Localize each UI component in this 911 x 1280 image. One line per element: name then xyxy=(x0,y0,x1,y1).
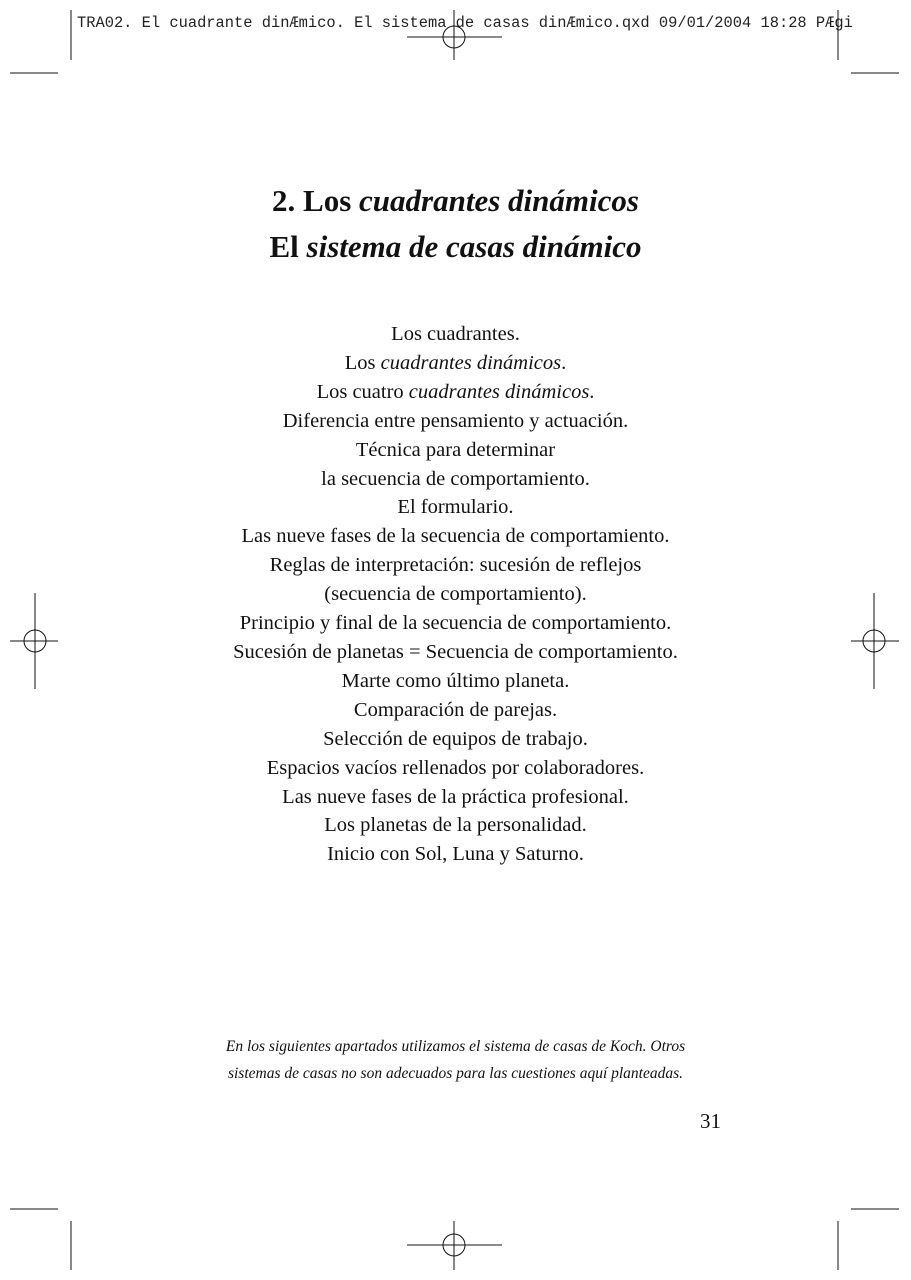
title-line-2-emphasis: sistema de casas dinámico xyxy=(306,229,642,264)
contents-item-emphasis: cuadrantes dinámicos xyxy=(380,351,562,374)
contents-item xyxy=(0,609,911,638)
contents-item xyxy=(0,407,911,436)
contents-item-text: Los xyxy=(344,351,381,374)
footnote-line-1: En los siguientes apartados utilizamos el sistema de casas de Koch. Otros xyxy=(225,1038,686,1055)
page-number: 31 xyxy=(700,1109,721,1133)
contents-item-emphasis: cuadrantes dinámicos xyxy=(408,380,590,403)
registration-mark-bottom xyxy=(407,1221,502,1270)
contents-item-text: Reglas de interpretación: sucesión de reflejos xyxy=(269,554,642,577)
contents-item-text: la secuencia de comportamiento. xyxy=(321,467,590,490)
contents-item-text: Técnica para determinar xyxy=(355,438,556,461)
contents-item xyxy=(0,580,911,609)
footnote-line-2: sistemas de casas no son adecuados para las cuestiones aquí planteadas. xyxy=(227,1065,684,1082)
slug-time: 18:28 xyxy=(760,14,807,32)
contents-item xyxy=(0,725,911,754)
contents-item-suffix: . xyxy=(589,380,595,403)
contents-item-text: Los cuadrantes. xyxy=(391,323,520,345)
chapter-contents-list xyxy=(0,320,911,869)
contents-item-text: Sucesión de planetas = Secuencia de comportamiento. xyxy=(233,640,678,663)
contents-item xyxy=(0,811,911,840)
contents-item-text: Marte como último planeta. xyxy=(341,669,570,692)
contents-item xyxy=(0,493,911,522)
contents-item xyxy=(0,349,911,378)
contents-item-text: Selección de equipos de trabajo. xyxy=(323,727,588,750)
chapter-title xyxy=(0,178,911,270)
contents-item xyxy=(0,754,911,783)
contents-item xyxy=(0,638,911,667)
contents-item-text: (secuencia de comportamiento). xyxy=(324,583,587,606)
registration-mark-top xyxy=(407,10,502,60)
contents-item-text: Las nueve fases de la secuencia de comportamiento. xyxy=(241,525,670,548)
contents-item xyxy=(0,696,911,725)
chapter-title-line-1 xyxy=(0,178,911,224)
contents-item-suffix: . xyxy=(561,351,567,374)
footnote xyxy=(0,1033,911,1087)
contents-item xyxy=(0,378,911,407)
contents-item-text: Principio y final de la secuencia de comportamiento. xyxy=(239,612,672,635)
contents-item-text: Las nueve fases de la práctica profesional. xyxy=(282,785,629,808)
contents-item xyxy=(0,522,911,551)
contents-item xyxy=(0,436,911,465)
contents-item xyxy=(0,840,911,869)
title-line-1-prefix: 2. Los xyxy=(272,183,360,218)
contents-item-text: Espacios vacíos rellenados por colaboradores. xyxy=(266,756,645,779)
contents-item-text: Diferencia entre pensamiento y actuación. xyxy=(282,409,629,432)
contents-item xyxy=(0,667,911,696)
slug-filename: TRA02. El cuadrante dinÆmico. El sistema de casas dinÆmico.qxd xyxy=(77,14,650,32)
contents-item-text: Comparación de parejas. xyxy=(353,698,558,721)
chapter-title-line-2 xyxy=(0,224,911,270)
slug-date: 09/01/2004 xyxy=(658,14,752,32)
contents-item xyxy=(0,320,911,349)
title-line-2-prefix: El xyxy=(269,229,307,264)
contents-item xyxy=(0,465,911,494)
contents-item xyxy=(0,551,911,580)
contents-item-text: Los cuatro xyxy=(316,380,409,403)
title-line-1-emphasis: cuadrantes dinámicos xyxy=(359,183,639,218)
contents-item-text: Inicio con Sol, Luna y Saturno. xyxy=(327,843,584,866)
slug-page-label: PÆgi xyxy=(815,14,853,32)
contents-item xyxy=(0,783,911,812)
contents-item-text: El formulario. xyxy=(397,496,514,519)
contents-item-text: Los planetas de la personalidad. xyxy=(324,814,587,837)
